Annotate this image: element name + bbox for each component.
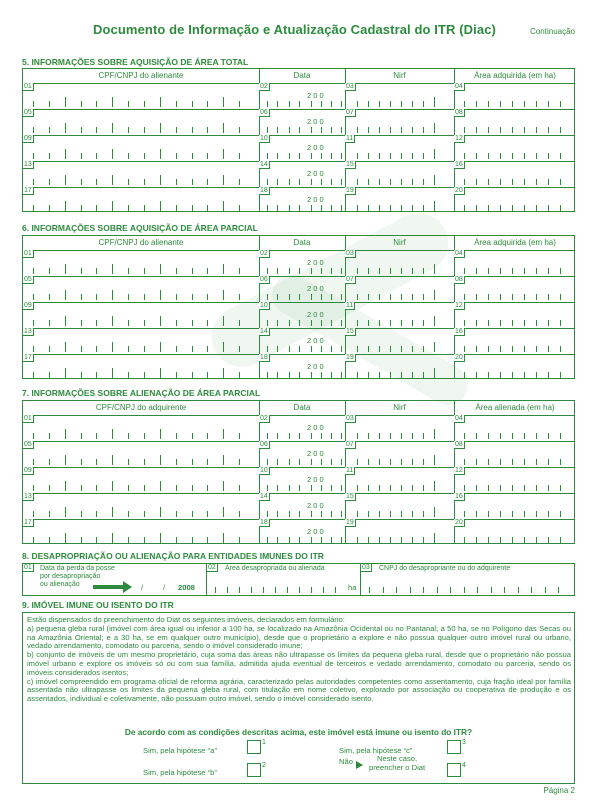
field-cell[interactable]: [345, 441, 454, 467]
field-number: 15: [346, 161, 354, 168]
section-8-box: [22, 563, 575, 596]
column-header: CPF/CNPJ do alienante: [98, 238, 184, 247]
field-number: 08: [455, 109, 463, 116]
field-cell[interactable]: [259, 276, 345, 302]
field-cell[interactable]: [345, 109, 454, 135]
field-cell[interactable]: [23, 302, 259, 328]
field-cell[interactable]: [259, 83, 345, 109]
section-9-title: 9. IMÓVEL IMUNE OU ISENTO DO ITR: [22, 600, 174, 610]
field-cell[interactable]: [23, 161, 259, 187]
field-number: 12: [455, 467, 463, 474]
field-number: 07: [346, 441, 354, 448]
option-no-checkbox[interactable]: [447, 763, 461, 777]
field-number: 13: [24, 161, 32, 168]
field-number: 17: [24, 519, 32, 526]
field-number: 18: [260, 354, 268, 361]
field-number: 13: [24, 493, 32, 500]
field-number: 02: [208, 564, 216, 571]
option-number: 1: [262, 739, 266, 746]
hypothesis-c-text: c) imóvel compreendido em programa oficial de reforma agrária, caracterizado pelas autoridades competentes como assentamento, cuja fração ideal por família assentada não ultrapasse os limites da pequena gleba rural, com titulação em nome coletivo, explorado por associação ou cooperativa de produção e os assentados, individual e coletivamente, não possuam outro imóvel, sendo o imóvel considerado isento.: [27, 676, 571, 704]
date-prefix: 2 0 0: [307, 423, 324, 432]
option-number: 3: [462, 739, 466, 746]
option-no-note: Neste caso,: [377, 754, 418, 763]
column-header: CPF/CNPJ do adquirente: [95, 403, 187, 412]
field-number: 01: [24, 415, 32, 422]
field-number: 05: [24, 441, 32, 448]
column-header: Nirf: [393, 403, 406, 412]
field-cell[interactable]: [23, 519, 259, 545]
date-prefix: 2 0 0: [307, 117, 324, 126]
field-number: 08: [455, 276, 463, 283]
date-prefix: 2 0 0: [307, 501, 324, 510]
column-header: Área alienada (em ha): [475, 403, 555, 412]
hypothesis-b-text: b) conjunto de imóveis de um mesmo proprietário, cuja soma das áreas não ultrapasse os limites da pequena gleba rural, desde que o proprietário não possua imóvel urbano e explore os imóveis só ou com sua família, admitida ajuda eventual de terceiros e vedado arrendamento, comodato ou parceria, sendo os imóveis considerados isentos;: [27, 650, 571, 677]
field-number: 06: [260, 109, 268, 116]
table-header: [23, 401, 574, 416]
field-number: 15: [346, 328, 354, 335]
field-number: 03: [346, 415, 354, 422]
field-cell[interactable]: [23, 109, 259, 135]
field-number: 06: [260, 441, 268, 448]
field-cell[interactable]: [454, 109, 576, 135]
section-7-table: [22, 400, 575, 544]
column-header: Data: [293, 71, 311, 80]
field-cell[interactable]: [345, 493, 454, 519]
field-cell[interactable]: [345, 250, 454, 276]
option-a-checkbox[interactable]: [247, 740, 261, 754]
field-cell[interactable]: [454, 519, 576, 545]
date-input[interactable]: [131, 580, 201, 594]
field-cell[interactable]: [259, 519, 345, 545]
option-number: 2: [262, 762, 266, 769]
field-number: 01: [24, 83, 32, 90]
field-cell[interactable]: [454, 276, 576, 302]
field-number: 05: [24, 276, 32, 283]
arrow-icon: [356, 761, 363, 769]
field-number: 02: [260, 250, 268, 257]
field-number: 18: [260, 519, 268, 526]
field-label: CNPJ do desapropriante ou do adquirente: [379, 565, 511, 572]
section-5-title: 5. INFORMAÇÕES SOBRE AQUISIÇÃO DE ÁREA TOTAL: [22, 57, 249, 67]
field-number: 11: [346, 302, 354, 309]
hypothesis-a-text: a) pequena gleba rural (imóvel com área igual ou inferior a 100 ha, se localizado na Amazônia Ocidental ou no Pantanal; a 50 ha, se no Polígono das Secas ou na Amazônia Oriental; e a 30 ha, se em qualquer outro município), desde que o proprietário a explore e não possua qualquer outro imóvel rural ou urbano, vedado arrendamento, comodato ou parceria, sendo o imóvel considerado imune;: [27, 623, 571, 651]
field-cell[interactable]: [23, 467, 259, 493]
field-number: 09: [24, 135, 32, 142]
area-input[interactable]: [209, 578, 349, 595]
field-number: 07: [346, 109, 354, 116]
section-9-box: [22, 612, 575, 784]
date-separator: /: [141, 583, 144, 592]
column-header: Data: [293, 403, 311, 412]
field-cell[interactable]: [454, 467, 576, 493]
field-number: 16: [455, 328, 463, 335]
field-number: 15: [346, 493, 354, 500]
option-a-label: Sim, pela hipótese “a”: [143, 746, 217, 755]
section-8-title: 8. DESAPROPRIAÇÃO OU ALIENAÇÃO PARA ENTIDADES IMUNES DO ITR: [22, 551, 324, 561]
field-cell[interactable]: [23, 328, 259, 354]
field-number: 14: [260, 493, 268, 500]
field-cell[interactable]: [259, 467, 345, 493]
column-header: Nirf: [393, 238, 406, 247]
field-cell[interactable]: [23, 354, 259, 380]
field-number: 17: [24, 354, 32, 361]
field-cell[interactable]: [454, 302, 576, 328]
field-cell[interactable]: [345, 135, 454, 161]
field-cell[interactable]: [23, 135, 259, 161]
field-cell[interactable]: [259, 493, 345, 519]
field-number: 06: [260, 276, 268, 283]
field-number: 03: [362, 564, 370, 571]
field-number: 11: [346, 135, 354, 142]
field-cell[interactable]: [345, 276, 454, 302]
field-number: 12: [455, 135, 463, 142]
column-header: Nirf: [393, 71, 406, 80]
arrow-icon: [93, 585, 125, 589]
option-no-note: preencher o Diat: [369, 762, 426, 772]
field-cell[interactable]: [345, 354, 454, 380]
field-number: 19: [346, 187, 354, 194]
field-label: ou alienação: [40, 581, 80, 588]
field-number: 16: [455, 161, 463, 168]
field-cell[interactable]: [259, 354, 345, 380]
field-cell[interactable]: [454, 493, 576, 519]
field-cell[interactable]: [259, 187, 345, 213]
option-c-label: Sim, pela hipótese “c”: [339, 746, 413, 755]
field-cell[interactable]: [259, 328, 345, 354]
field-cell[interactable]: [345, 328, 454, 354]
field-number: 04: [455, 83, 463, 90]
field-number: 16: [455, 493, 463, 500]
page-title: Documento de Informação e Atualização Cadastral do ITR (Diac): [93, 22, 496, 37]
field-number: 08: [455, 441, 463, 448]
field-number: 09: [24, 302, 32, 309]
field-cell[interactable]: [345, 161, 454, 187]
field-number: 14: [260, 161, 268, 168]
field-cell[interactable]: [23, 83, 259, 109]
field-cell[interactable]: [23, 493, 259, 519]
option-no-label: Não: [339, 757, 353, 766]
date-prefix: 2 0 0: [307, 475, 324, 484]
field-number: 19: [346, 354, 354, 361]
field-cell[interactable]: [454, 187, 576, 213]
field-number: 10: [260, 302, 268, 309]
field-number: 11: [346, 467, 354, 474]
field-cell[interactable]: [259, 161, 345, 187]
field-cell[interactable]: [345, 467, 454, 493]
date-prefix: 2 0 0: [307, 143, 324, 152]
date-prefix: 2 0 0: [307, 449, 324, 458]
field-number: 19: [346, 519, 354, 526]
year-value: 2008: [178, 583, 195, 592]
option-number: 4: [462, 762, 466, 769]
field-cell[interactable]: [454, 328, 576, 354]
field-number: 17: [24, 187, 32, 194]
field-number: 20: [455, 354, 463, 361]
field-number: 20: [455, 187, 463, 194]
field-cell[interactable]: [454, 161, 576, 187]
field-number: 10: [260, 135, 268, 142]
field-cell[interactable]: [23, 187, 259, 213]
field-cell[interactable]: [259, 109, 345, 135]
date-prefix: 2 0 0: [307, 284, 324, 293]
date-prefix: 2 0 0: [307, 336, 324, 345]
field-cell[interactable]: [345, 519, 454, 545]
field-cell[interactable]: [345, 83, 454, 109]
column-header: CPF/CNPJ do alienante: [98, 71, 184, 80]
field-number: 12: [455, 302, 463, 309]
continuation-label: Continuação: [530, 27, 575, 36]
field-cell[interactable]: [454, 83, 576, 109]
option-b-label: Sim, pela hipótese “b”: [143, 768, 217, 777]
field-cell[interactable]: [454, 354, 576, 380]
field-number: 18: [260, 187, 268, 194]
option-b-checkbox[interactable]: [247, 763, 261, 777]
field-number: 02: [260, 415, 268, 422]
date-prefix: 2 0 0: [307, 91, 324, 100]
date-prefix: 2 0 0: [307, 310, 324, 319]
field-number: 04: [455, 250, 463, 257]
intro-text: Estão dispensados do preenchimento do Diat os seguintes imóveis, declarados em formulário:: [27, 615, 345, 624]
date-separator: /: [163, 583, 166, 592]
column-header: Data: [293, 238, 311, 247]
field-cell[interactable]: [23, 415, 259, 441]
field-cell[interactable]: [23, 250, 259, 276]
column-header: Área adquirida (em ha): [474, 238, 556, 247]
field-cell[interactable]: [345, 415, 454, 441]
field-number: 03: [346, 83, 354, 90]
field-cell[interactable]: [454, 250, 576, 276]
field-cell[interactable]: [23, 276, 259, 302]
field-number: 02: [260, 83, 268, 90]
column-header: Área adquirida (em ha): [474, 71, 556, 80]
field-cell[interactable]: [454, 441, 576, 467]
section-6-title: 6. INFORMAÇÕES SOBRE AQUISIÇÃO DE ÁREA PARCIAL: [22, 223, 258, 233]
field-cell[interactable]: [23, 441, 259, 467]
field-cell[interactable]: [259, 250, 345, 276]
field-number: 04: [455, 415, 463, 422]
table-header: [23, 236, 574, 251]
question-text: De acordo com as condições descritas acima, este imóvel está imune ou isento do ITR?: [124, 727, 473, 737]
field-label: por desapropriação: [40, 573, 101, 580]
date-prefix: 2 0 0: [307, 362, 324, 371]
field-number: 01: [24, 250, 32, 257]
page-number: Página 2: [543, 786, 575, 795]
unit-label: ha: [348, 583, 357, 592]
field-label: Data da perda da posse: [40, 565, 115, 572]
field-number: 09: [24, 467, 32, 474]
field-cell[interactable]: [454, 135, 576, 161]
field-cell[interactable]: [259, 415, 345, 441]
field-number: 01: [24, 564, 32, 571]
field-cell[interactable]: [454, 415, 576, 441]
field-number: 07: [346, 276, 354, 283]
field-cell[interactable]: [259, 441, 345, 467]
field-label: Área desapropriada ou alienada: [225, 565, 325, 572]
cnpj-input[interactable]: [363, 578, 573, 595]
date-prefix: 2 0 0: [307, 169, 324, 178]
field-number: 13: [24, 328, 32, 335]
field-number: 14: [260, 328, 268, 335]
section-6-table: [22, 235, 575, 379]
table-header: [23, 69, 574, 84]
field-number: 05: [24, 109, 32, 116]
field-number: 03: [346, 250, 354, 257]
section-7-title: 7. INFORMAÇÕES SOBRE ALIENAÇÃO DE ÁREA PARCIAL: [22, 388, 261, 398]
field-cell[interactable]: [345, 302, 454, 328]
field-cell[interactable]: [259, 302, 345, 328]
field-cell[interactable]: [259, 135, 345, 161]
field-number: 10: [260, 467, 268, 474]
date-prefix: 2 0 0: [307, 258, 324, 267]
date-prefix: 2 0 0: [307, 195, 324, 204]
section-5-table: [22, 68, 575, 212]
field-cell[interactable]: [345, 187, 454, 213]
field-number: 20: [455, 519, 463, 526]
date-prefix: 2 0 0: [307, 527, 324, 536]
option-c-checkbox[interactable]: [447, 740, 461, 754]
